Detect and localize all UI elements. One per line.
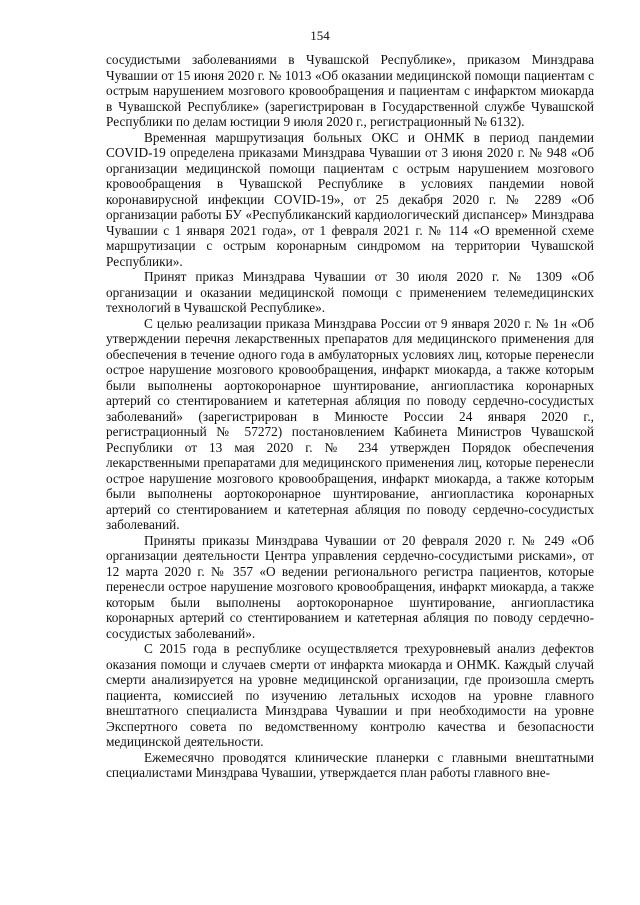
- paragraph-medication-provision: С целью реализации приказа Минздрава России от 9 января 2020 г. № 1н «Об утверждении перечня лекарственных препаратов для медицинского применения для обеспечения в течение одного года в амбулаторных условиях лиц, которые перенесли острое нарушение мозгового кровообращения, инфаркт миокарда, а также которым были выполнены аортокоронарное шунтирование, ангиопластика коронарных артерий со стентированием и катетерная абляция по поводу сердечно-сосудистых заболеваний» (зарегистрирован в Минюсте России 24 января 2020 г., регистрационный № 57272) постановлением Кабинета Министров Чувашской Республики от 13 мая 2020 г. № 234 утвержден Порядок обеспечения лекарственными препаратами для медицинского применения лиц, которые перенесли острое нарушение мозгового кровообращения, инфаркт миокарда, а также которым были выполнены аортокоронарное шунтирование, ангиопластика коронарных артерий со стентированием и катетерная абляция по поводу сердечно-сосудистых заболеваний.: [106, 315, 594, 532]
- paragraph-mortality-analysis: С 2015 года в республике осуществляется трехуровневый анализ дефектов оказания помощи и случаев смерти от инфаркта миокарда и ОНМК. Каждый случай смерти анализируется на уровне медицинской организации, где произошла смерть пациента, комиссией по изучению летальных исходов на уровне главного внештатного специалиста Минздрава Чувашии и при необходимости на уровне Экспертного совета по ведомственному контролю качества и безопасности медицинской деятельности.: [106, 641, 594, 749]
- paragraph-temporary-routing: Временная маршрутизация больных ОКС и ОНМК в период пандемии COVID-19 определена приказами Минздрава Чувашии от 3 июня 2020 г. № 948 «Об организации медицинской помощи пациентам с острым нарушением мозгового кровообращения в Чувашской Республике в условиях пандемии новой коронавирусной инфекции COVID-19», от 25 декабря 2020 г. № 2289 «Об организации работы БУ «Республиканский кардиологический диспансер» Минздрава Чувашии с 1 января 2021 года», от 1 февраля 2021 г. № 114 «О временной схеме маршрутизации с острым коронарным синдромом на территории Чувашской Республики».: [106, 129, 594, 269]
- paragraph-telemedicine-order: Принят приказ Минздрава Чувашии от 30 июля 2020 г. № 1309 «Об организации и оказании медицинской помощи с применением телемедицинских технологий в Чувашской Республике».: [106, 269, 594, 315]
- paragraph-continuation: сосудистыми заболеваниями в Чувашской Республике», приказом Минздрава Чувашии от 15 июня 2020 г. № 1013 «Об оказании медицинской помощи пациентам с острым нарушением мозгового кровообращения и пациентам с инфарктом миокарда в Чувашской Республике» (зарегистрирован в Государственной службе Чувашской Республики по делам юстиции 9 июля 2020 г., регистрационный № 6132).: [106, 52, 594, 129]
- paragraph-clinical-meetings: Ежемесячно проводятся клинические планерки с главными внештатными специалистами Минздрава Чувашии, утверждается план работы главного вне-: [106, 749, 594, 780]
- document-body: [106, 52, 594, 781]
- paragraph-risk-management-center: Приняты приказы Минздрава Чувашии от 20 февраля 2020 г. № 249 «Об организации деятельности Центра управления сердечно-сосудистыми рисками», от 12 марта 2020 г. № 357 «О ведении регионального регистра пациентов, которые перенесли острое нарушение мозгового кровообращения, инфаркт миокарда, а также которым были выполнены аортокоронарное шунтирование, ангиопластика коронарных артерий со стентированием и катетерная абляция по поводу сердечно-сосудистых заболеваний».: [106, 532, 594, 641]
- page-number: 154: [310, 28, 330, 43]
